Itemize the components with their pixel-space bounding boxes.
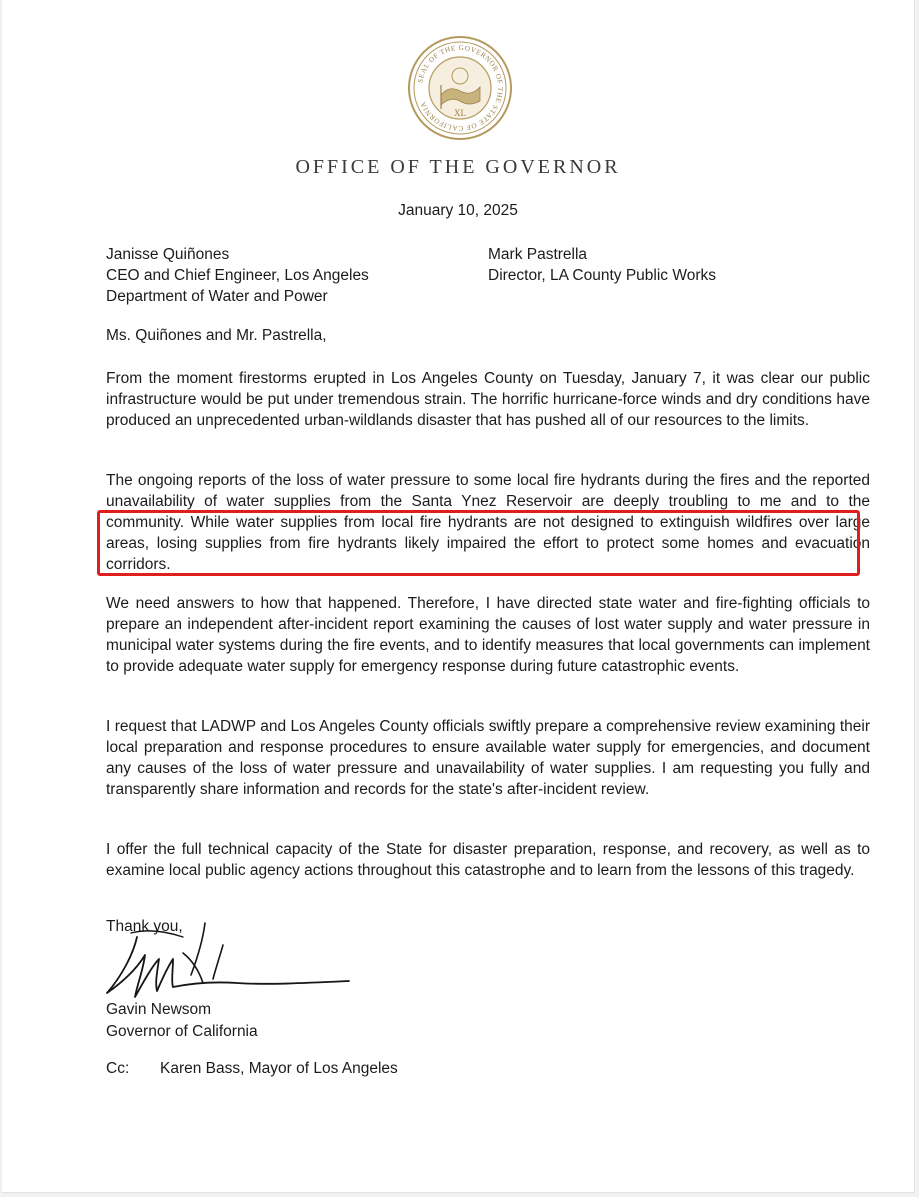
paragraph: I offer the full technical capacity of the State for disaster preparation, response, and recovery, as well as to examine local public agency actions throughout this catastrophe and to learn from the lessons of this tragedy.	[106, 841, 870, 879]
signer-title: Governor of California	[106, 1023, 258, 1040]
paragraph: I request that LADWP and Los Angeles County officials swiftly prepare a comprehensive review examining their local preparation and response procedures to ensure available water supply for emergencies, and document any causes of the loss of water pressure and unavailability of water supplies. I am requesting you fully and transparently share information and records for the state's after-incident review.	[106, 718, 870, 798]
letter-page	[2, 0, 915, 1193]
recipient-title: CEO and Chief Engineer, Los Angeles	[106, 267, 369, 284]
signer-block	[106, 999, 258, 1043]
paragraph: We need answers to how that happened. Therefore, I have directed state water and fire-fighting officials to prepare an independent after-incident report examining the causes of lost water supply and water pressure in municipal water systems during the fire events, and to identify measures that local governments can implement to provide adequate water supply for emergency response during future catastrophic events.	[106, 595, 870, 675]
paragraph: From the moment firestorms erupted in Los Angeles County on Tuesday, January 7, it was clear our public infrastructure would be put under tremendous strain. The horrific hurricane-force winds and dry conditions have produced an unprecedented urban-wildlands disaster that has pushed all of our resources to the limits.	[106, 370, 870, 429]
recipient-left	[106, 244, 369, 307]
recipient-name: Mark Pastrella	[488, 246, 588, 263]
cc-recipient: Karen Bass, Mayor of Los Angeles	[160, 1060, 398, 1077]
recipient-name: Janisse Quiñones	[106, 246, 230, 263]
closing: Thank you,	[106, 918, 183, 935]
cc-label: Cc:	[106, 1060, 130, 1077]
paragraph: The ongoing reports of the loss of water pressure to some local fire hydrants during the fires and the reported unavailability of water supplies from the Santa Ynez Reservoir are deeply troubling to me and to the community. While water supplies from local fire hydrants are not designed to extinguish wildfires over large areas, losing supplies from fire hydrants likely impaired the effort to protect some homes and evacuation corridors.	[106, 472, 870, 573]
salutation: Ms. Quiñones and Mr. Pastrella,	[106, 327, 327, 344]
letter-date: January 10, 2025	[398, 202, 518, 219]
svg-text:XL: XL	[454, 108, 466, 118]
recipient-title: Director, LA County Public Works	[488, 267, 716, 284]
office-title: OFFICE OF THE GOVERNOR	[295, 156, 621, 178]
cc-line	[106, 1060, 398, 1078]
signer-name: Gavin Newsom	[106, 1001, 212, 1018]
svg-text:SEAL OF THE GOVERNOR OF THE ST: SEAL OF THE GOVERNOR OF THE STATE OF CALIFORNIA	[416, 43, 505, 133]
highlight-box	[97, 510, 860, 576]
governor-seal-icon	[407, 35, 513, 141]
recipient-right	[488, 244, 716, 286]
recipient-department: Department of Water and Power	[106, 288, 328, 305]
signature-icon	[87, 915, 362, 1005]
